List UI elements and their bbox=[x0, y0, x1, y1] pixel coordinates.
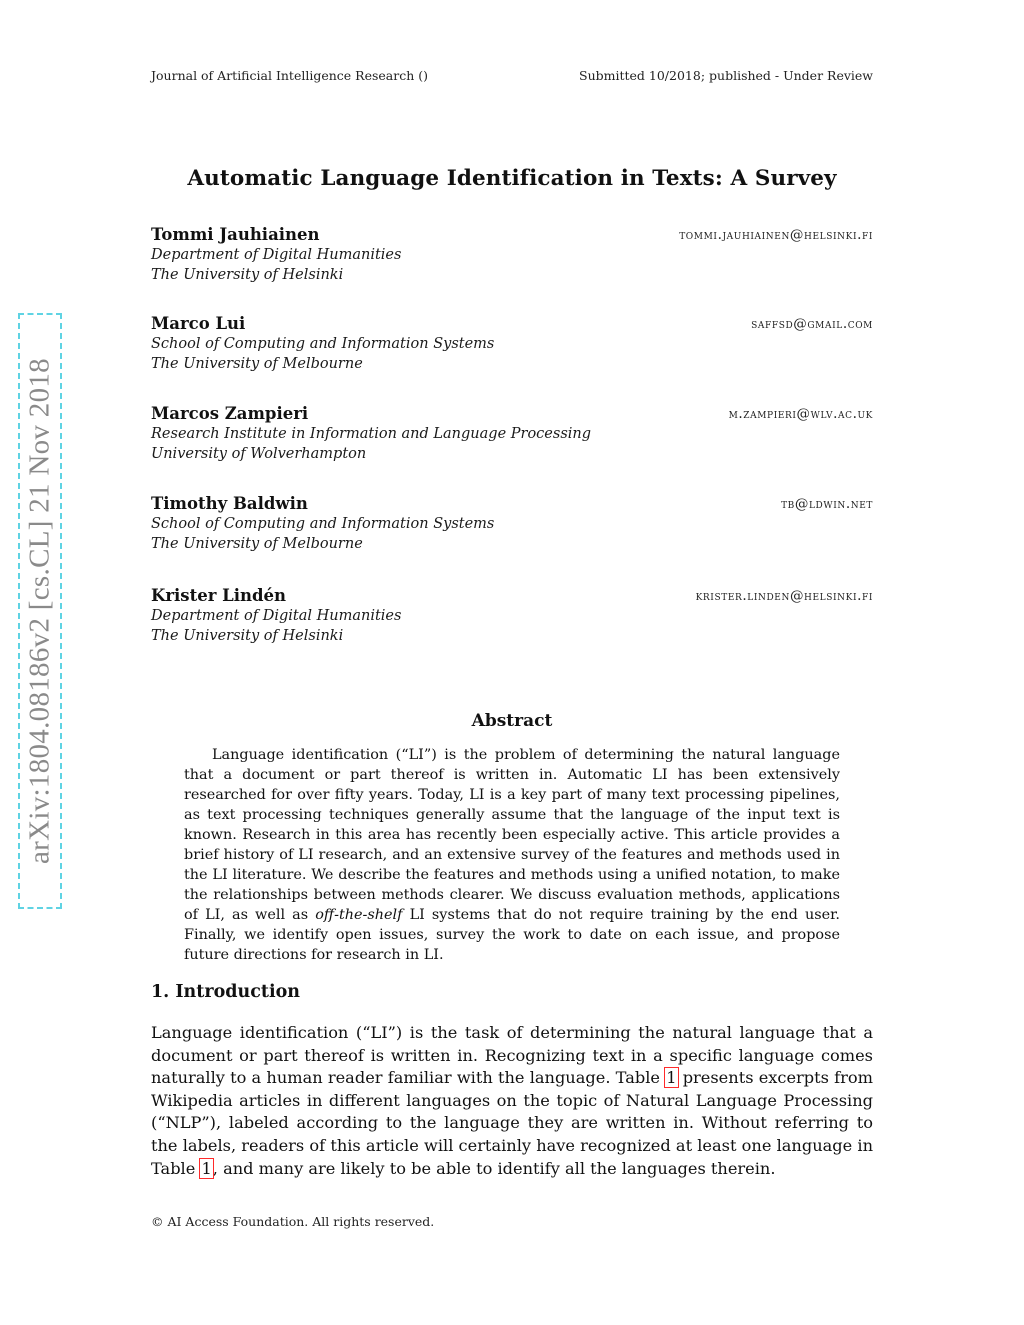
author-block bbox=[151, 404, 873, 464]
copyright-footnote: © AI Access Foundation. All rights reserved. bbox=[151, 1214, 435, 1229]
abstract-text-part: Language identification (“LI”) is the problem of determining the natural language that a document or part thereof is written in. Automatic LI has been extensively researched for over fifty years. Today, LI is a key part of many text processing pipelines, as text processing techniques generally assume that the language of the input text is known. Research in this area has recently been especially active. This article provides a brief history of LI research, and an extensive survey of the features and methods used in the LI literature. We describe the features and methods using a unified notation, to make the relationships between methods clearer. We discuss evaluation methods, applications of LI, as well as bbox=[184, 747, 840, 923]
author-name: Tommi Jauhiainen bbox=[151, 225, 320, 244]
table-reference-link[interactable]: 1 bbox=[201, 1158, 212, 1178]
introduction-paragraph bbox=[151, 1022, 873, 1180]
abstract-text-part: LI systems that do not require training by the end user. Finally, we identify open issues, survey the work to date on each issue, and propose future directions for research in LI. bbox=[184, 907, 840, 963]
author-block bbox=[151, 314, 873, 374]
author-block bbox=[151, 494, 873, 554]
intro-text-part: , and many are likely to be able to identify all the languages therein. bbox=[212, 1158, 776, 1178]
intro-text-part: Language identification (“LI”) is the task of determining the natural language that a document or part thereof is written in. Recognizing text in a specific language comes naturally to a human reader familiar with the language. Table bbox=[151, 1023, 873, 1088]
author-block bbox=[151, 586, 873, 646]
author-name: Marco Lui bbox=[151, 314, 246, 333]
abstract-text bbox=[184, 745, 840, 965]
author-email[interactable]: saffsd@gmail.com bbox=[751, 316, 873, 332]
author-name: Krister Lindén bbox=[151, 586, 287, 605]
table-reference-link[interactable]: 1 bbox=[666, 1068, 677, 1088]
author-block bbox=[151, 225, 873, 285]
author-name: Marcos Zampieri bbox=[151, 404, 309, 423]
author-department: Research Institute in Information and Language Processing bbox=[151, 426, 592, 442]
journal-running-head: Journal of Artificial Intelligence Research () bbox=[151, 68, 428, 83]
author-department: Department of Digital Humanities bbox=[151, 608, 402, 624]
author-institution: The University of Melbourne bbox=[151, 356, 363, 372]
arxiv-stamp[interactable] bbox=[18, 313, 62, 909]
arxiv-identifier[interactable]: arXiv:1804.08186v2 [cs.CL] 21 Nov 2018 bbox=[23, 358, 56, 864]
author-name: Timothy Baldwin bbox=[151, 494, 308, 513]
author-email[interactable]: krister.linden@helsinki.fi bbox=[695, 588, 873, 604]
author-department: Department of Digital Humanities bbox=[151, 247, 402, 263]
author-institution: The University of Melbourne bbox=[151, 536, 363, 552]
section-heading-introduction: 1. Introduction bbox=[151, 982, 300, 1002]
abstract-italic-term: off-the-shelf bbox=[315, 907, 403, 923]
author-email[interactable]: m.zampieri@wlv.ac.uk bbox=[728, 406, 873, 422]
author-institution: University of Wolverhampton bbox=[151, 446, 367, 462]
author-email[interactable]: tb@ldwin.net bbox=[781, 496, 873, 512]
author-institution: The University of Helsinki bbox=[151, 628, 344, 644]
author-institution: The University of Helsinki bbox=[151, 267, 344, 283]
abstract-heading: Abstract bbox=[471, 711, 553, 731]
intro-text-part: presents excerpts from Wikipedia articles in different languages on the topic of Natural Language Processing (“NLP”), labeled according to the language they are written in. Without referring to the labels, readers of this article will certainly have recognized at least one language in Table bbox=[151, 1068, 873, 1178]
submission-running-head: Submitted 10/2018; published - Under Review bbox=[579, 68, 873, 83]
author-department: School of Computing and Information Systems bbox=[151, 336, 495, 352]
paper-title: Automatic Language Identification in Texts: A Survey bbox=[187, 166, 837, 191]
author-email[interactable]: tommi.jauhiainen@helsinki.fi bbox=[679, 227, 873, 243]
author-department: School of Computing and Information Systems bbox=[151, 516, 495, 532]
